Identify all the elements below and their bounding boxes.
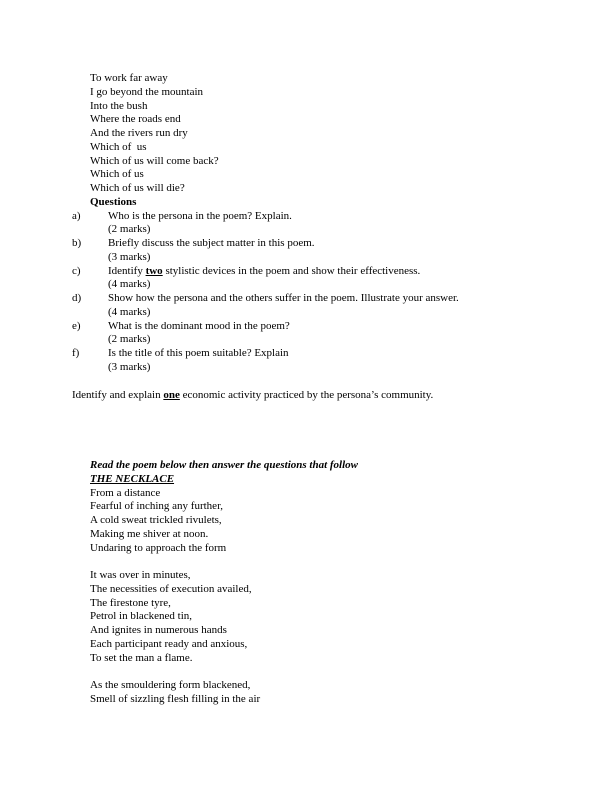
question-label: a) xyxy=(72,209,81,222)
poem-line: A cold sweat trickled rivulets, xyxy=(90,514,222,526)
question-marks: (3 marks) xyxy=(108,250,151,263)
extra-question xyxy=(72,389,433,403)
question-b xyxy=(72,237,592,265)
question-marks: (2 marks) xyxy=(108,223,151,236)
poem-line: The necessities of execution availed, xyxy=(90,582,252,595)
questions-heading: Questions xyxy=(90,195,137,208)
question-marks: (2 marks) xyxy=(108,333,151,346)
extra-question-text xyxy=(72,389,433,403)
poem-line: The firestone tyre, xyxy=(90,596,171,609)
text: economic activity practiced by the persona’s community. xyxy=(179,389,434,401)
question-d xyxy=(72,292,592,320)
question-label: b) xyxy=(72,237,82,249)
question-marks: (4 marks) xyxy=(108,278,151,291)
question-text xyxy=(108,265,592,279)
question-a xyxy=(72,210,592,238)
poem-line: From a distance xyxy=(90,486,161,499)
poem-line: Undaring to approach the form xyxy=(90,541,227,554)
question-text: Who is the persona in the poem? Explain. xyxy=(108,209,292,222)
poem-line: Fearful of inching any further, xyxy=(90,500,224,513)
poem-2 xyxy=(90,459,358,707)
question-label: f) xyxy=(72,347,80,359)
question-label: d) xyxy=(72,292,82,304)
poem-line: And ignites in numerous hands xyxy=(90,624,227,636)
question-text: Show how the persona and the others suffer in the poem. Illustrate your answer. xyxy=(108,292,459,304)
text: stylistic devices in the poem and show their effectiveness. xyxy=(162,264,421,277)
question-text: Is the title of this poem suitable? Explain xyxy=(108,347,289,359)
poem-title: THE NECKLACE xyxy=(90,472,175,485)
question-e xyxy=(72,320,592,348)
poem-line: Where the roads end xyxy=(90,113,181,126)
question-f xyxy=(72,347,592,375)
poem-line: To set the man a flame. xyxy=(90,651,193,664)
poem-line: And the rivers run dry xyxy=(90,127,188,139)
poem-line: Making me shiver at noon. xyxy=(90,527,209,540)
poem-line: Each participant ready and anxious, xyxy=(90,637,248,650)
poem-line: To work far away xyxy=(90,72,168,84)
poem-line: As the smouldering form blackened, xyxy=(90,679,251,691)
poem-line: Into the bush xyxy=(90,99,148,112)
question-text: Briefly discuss the subject matter in this poem. xyxy=(108,237,315,249)
question-text: What is the dominant mood in the poem? xyxy=(108,319,290,332)
poem-line: Which of us will come back? xyxy=(90,154,219,167)
emphasis: two xyxy=(145,264,163,277)
emphasis: one xyxy=(163,389,180,401)
question-label: e) xyxy=(72,319,81,332)
question-marks: (3 marks) xyxy=(108,360,151,373)
question-marks: (4 marks) xyxy=(108,305,151,318)
poem-line: Which of us xyxy=(90,140,147,153)
questions-list xyxy=(72,210,592,375)
text: Identify and explain xyxy=(72,389,164,401)
instruction: Read the poem below then answer the questions that follow xyxy=(90,459,359,471)
poem-line: Petrol in blackened tin, xyxy=(90,610,193,623)
question-label: c) xyxy=(72,264,81,277)
question-c xyxy=(72,265,592,293)
poem-line: It was over in minutes, xyxy=(90,569,191,581)
poem-line: I go beyond the mountain xyxy=(90,85,204,98)
poem-line: Which of us will die? xyxy=(90,182,185,194)
poem-1 xyxy=(90,72,219,210)
poem-line: Smell of sizzling flesh filling in the air xyxy=(90,692,261,705)
text: Identify xyxy=(108,264,146,277)
poem-line: Which of us xyxy=(90,168,144,181)
